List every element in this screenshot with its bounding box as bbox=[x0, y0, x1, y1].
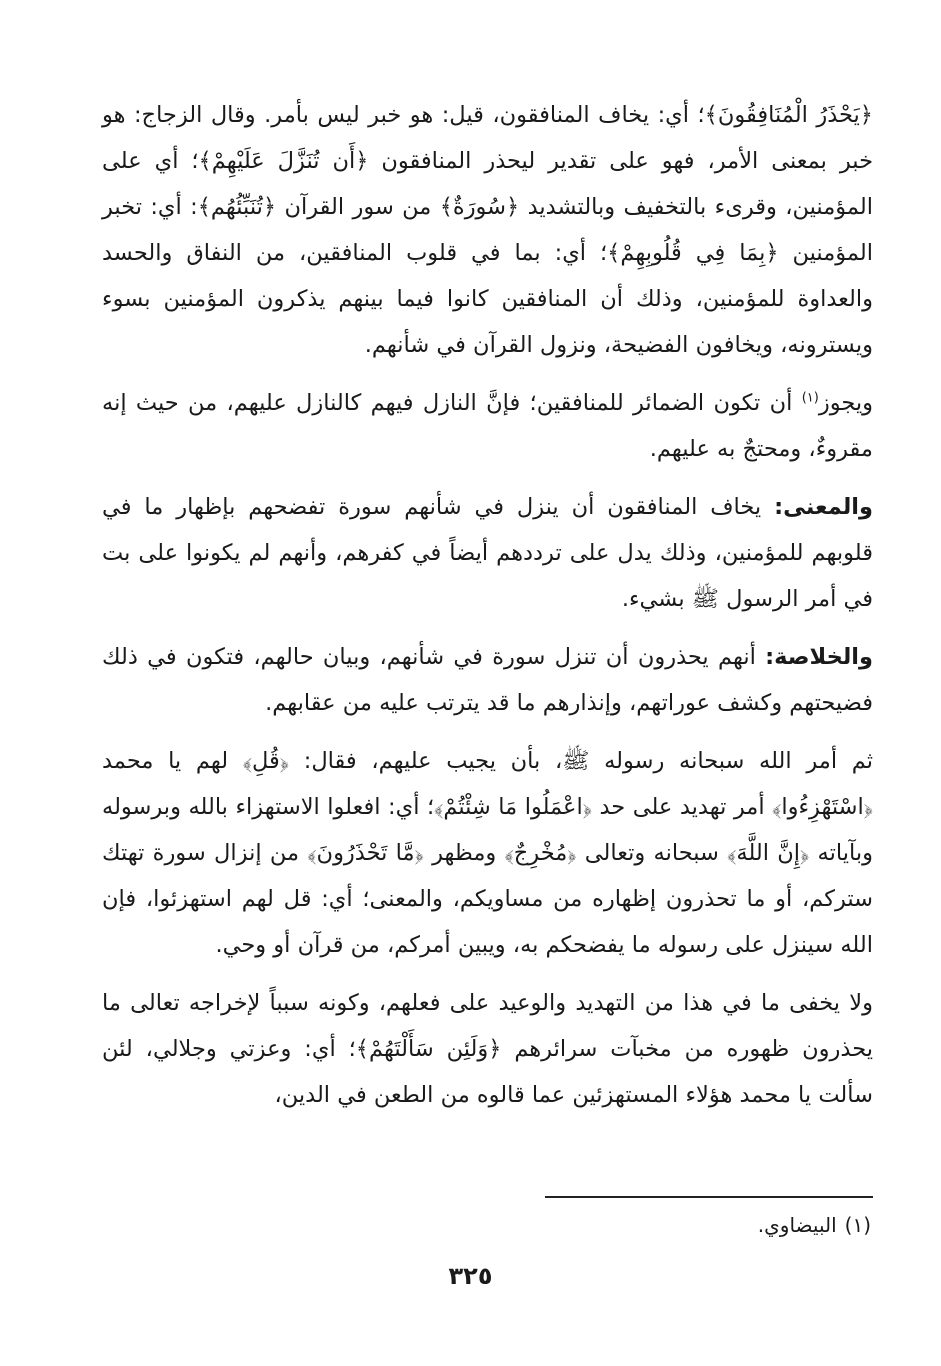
paragraph-text: ﴿يَحْذَرُ الْمُنَافِقُونَ﴾؛ أي: يخاف المنافقون، قيل: هو خبر ليس بأمر. وقال الزجاج: هو خبر بمعنى الأمر، فهو على تقدير ليحذر المنافقون ﴿أَن تُنَزَّلَ عَلَيْهِمْ﴾؛ أي على المؤمنين، وقرىء بالتخفيف وبالتشديد ﴿سُورَةٌ﴾ من سور القرآن ﴿تُنَبِّئُهُم﴾: أي: تخبر المؤمنين ﴿بِمَا فِي قُلُوبِهِمْ﴾؛ أي: بما في قلوب المنافقين، من النفاق والحسد والعداوة للمؤمنين، وذلك أن المنافقين كانوا فيما بينهم يذكرون المؤمنين بسوء ويسترونه، ويخافون الفضيحة، ونزول القرآن في شأنهم. bbox=[102, 102, 873, 358]
page-number: ٣٢٥ bbox=[448, 1262, 493, 1290]
paragraph-text: ثم أمر الله سبحانه رسوله ﷺ، بأن يجيب عليهم، فقال: ﴿قُلِ﴾ لهم يا محمد ﴿اسْتَهْزِءُوا﴾ أمر تهديد على حد ﴿اعْمَلُوا مَا شِئْتُمْ﴾؛ أي: افعلوا الاستهزاء بالله وبرسوله وبآياته ﴿إِنَّ اللَّهَ﴾ سبحانه وتعالى ﴿مُخْرِجٌ﴾ ومظهر ﴿مَّا تَحْذَرُونَ﴾ من إنزال سورة تهتك ستركم، أو ما تحذرون إظهاره من مساويكم، والمعنى؛ أي: قل لهم استهزئوا، فإن الله سينزل على رسوله ما يفضحكم به، ويبين أمركم، من قرآن أو وحي. bbox=[102, 748, 873, 958]
paragraph-2 bbox=[102, 380, 873, 472]
paragraph-6 bbox=[102, 980, 873, 1118]
footnote-text: البيضاوي. bbox=[757, 1213, 837, 1237]
paragraph-lead: والخلاصة: bbox=[765, 644, 873, 670]
paragraph-lead: والمعنى: bbox=[774, 494, 873, 520]
paragraph-text-start: ويجوز bbox=[818, 390, 873, 416]
footnote-divider bbox=[545, 1196, 873, 1198]
paragraph-3 bbox=[102, 484, 873, 622]
paragraph-4 bbox=[102, 634, 873, 726]
paragraph-text: يخاف المنافقون أن ينزل في شأنهم سورة تفضحهم بإظهار ما في قلوبهم للمؤمنين، وذلك يدل على ترددهم أيضاً في كفرهم، وأنهم لم يكونوا على بت في أمر الرسول ﷺ بشيء. bbox=[102, 494, 873, 612]
paragraph-text: أنهم يحذرون أن تنزل سورة في شأنهم، وبيان حالهم، فتكون في ذلك فضيحتهم وكشف عوراتهم، وإنذارهم ما قد يترتب عليه من عقابهم. bbox=[102, 644, 873, 716]
paragraph-5 bbox=[102, 738, 873, 968]
footnote-reference[interactable]: (١) bbox=[801, 390, 819, 406]
paragraph-text: ولا يخفى ما في هذا من التهديد والوعيد على فعلهم، وكونه سبباً لإخراجه تعالى ما يحذرون ظهوره من مخبآت سرائرهم ﴿وَلَئِن سَأَلْتَهُمْ﴾؛ أي: وعزتي وجلالي، لئن سألت يا محمد هؤلاء المستهزئين عما قالوه من الطعن في الدين، bbox=[102, 990, 873, 1108]
footnote-number: (١) bbox=[844, 1213, 871, 1237]
footnote bbox=[758, 1210, 871, 1240]
paragraph-text: أن تكون الضمائر للمنافقين؛ فإنَّ النازل فيهم كالنازل عليهم، من حيث إنه مقروءٌ، ومحتجٌ به عليهم. bbox=[102, 390, 873, 462]
paragraph-1 bbox=[102, 92, 873, 368]
